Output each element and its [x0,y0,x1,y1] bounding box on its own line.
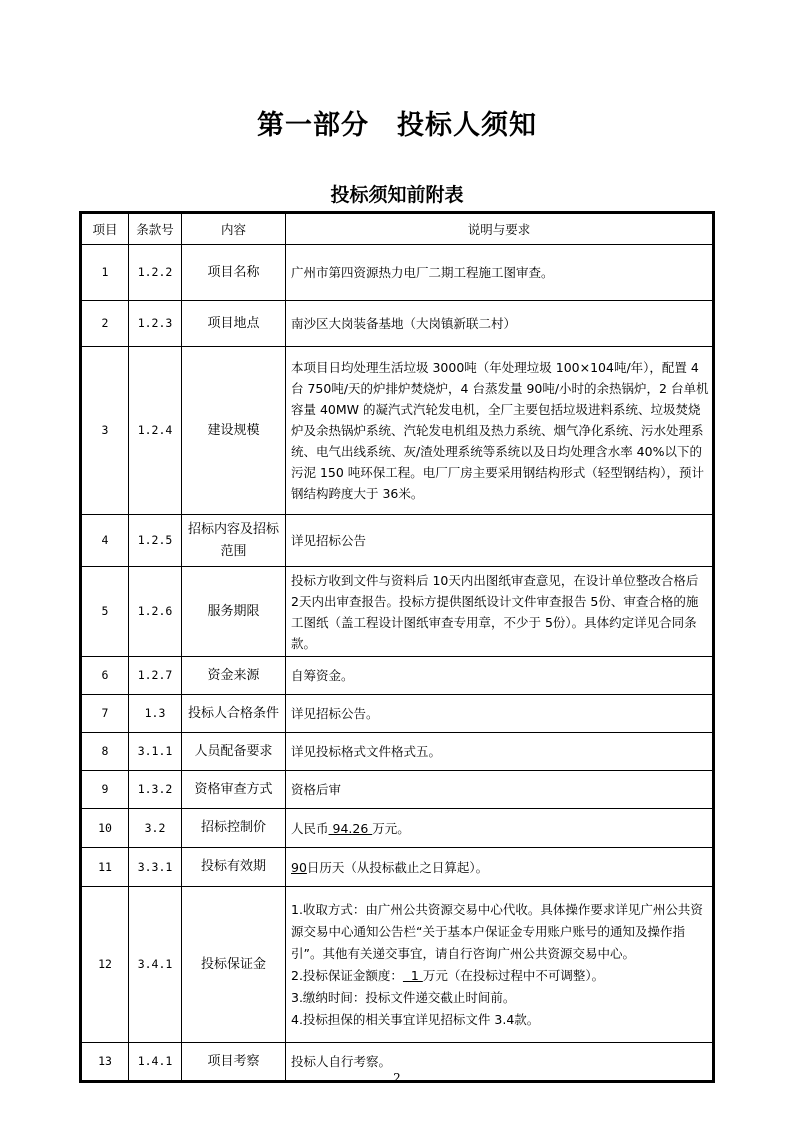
row-clause: 3.2 [129,809,182,848]
row-content: 建设规模 [182,347,286,515]
table-row [82,695,713,733]
deposit-paragraph-1: 1.收取方式：由广州公共资源交易中心代收。具体操作要求详见广州公共资源交易中心通知公告栏“关于基本户保证金专用账户账号的通知及操作指引”。其他有关递交事宜，请自行咨询广州公共资源交易中心。 [291,901,703,961]
row-number: 13 [82,1043,129,1081]
row-number: 11 [82,848,129,887]
row-number: 4 [82,515,129,567]
row-number: 1 [82,245,129,301]
row-content: 投标人合格条件 [182,695,286,733]
row-clause: 1.2.5 [129,515,182,567]
row-clause: 3.3.1 [129,848,182,887]
row-requirement [286,887,713,1043]
row-number: 3 [82,347,129,515]
row-requirement: 投标方收到文件与资料后 10天内出图纸审查意见，在设计单位整改合格后 2天内出审查报告。投标方提供图纸设计文件审查报告 5份、审查合格的施工图纸（盖工程设计图纸审查专用章，不少于 5份）。具体约定详见合同条款。 [286,567,713,657]
row-number: 12 [82,887,129,1043]
header-item-no: 项目 [82,214,129,245]
header-content: 内容 [182,214,286,245]
deposit-paragraph-2 [291,965,709,987]
row-clause: 1.4.1 [129,1043,182,1081]
page-number: 2 [393,1071,401,1085]
price-suffix: 万元。 [372,820,410,836]
row-requirement: 自筹资金。 [286,657,713,695]
document-title: 第一部分 投标人须知 [257,110,537,141]
row-requirement: 详见招标公告。 [286,695,713,733]
row-clause: 3.4.1 [129,887,182,1043]
row-requirement: 广州市第四资源热力电厂二期工程施工图审查。 [286,245,713,301]
deposit-paragraph-3: 3.缴纳时间：投标文件递交截止时间前。 [291,989,516,1005]
row-content: 投标保证金 [182,887,286,1043]
row-requirement: 详见投标格式文件格式五。 [286,733,713,771]
validity-text: 日历天（从投标截止之日算起）。 [306,859,489,875]
deposit-amount-value: 1 [402,967,423,983]
deposit-amount-label: 2.投标保证金额度： [291,967,403,983]
row-content: 资金来源 [182,657,286,695]
row-requirement [286,848,713,887]
row-clause: 1.2.4 [129,347,182,515]
table-title: 投标须知前附表 [330,184,464,206]
table-row [82,887,713,1043]
header-requirements: 说明与要求 [286,214,713,245]
row-number: 10 [82,809,129,848]
row-requirement: 详见招标公告 [286,515,713,567]
deposit-paragraph-4: 4.投标担保的相关事宜详见招标文件 3.4款。 [291,1011,540,1027]
row-clause: 1.3 [129,695,182,733]
row-number: 5 [82,567,129,657]
table-row [82,301,713,347]
table-row [82,771,713,809]
row-number: 8 [82,733,129,771]
row-requirement: 南沙区大岗装备基地（大岗镇新联二村） [286,301,713,347]
row-clause: 1.3.2 [129,771,182,809]
row-clause: 1.2.3 [129,301,182,347]
table-row [82,733,713,771]
row-requirement [286,809,713,848]
validity-days: 90 [291,859,307,875]
row-content: 服务期限 [182,567,286,657]
deposit-amount-note: 万元（在投标过程中不可调整）。 [422,967,605,983]
table-header-row [82,214,713,245]
table-row [82,245,713,301]
row-requirement: 资格后审 [286,771,713,809]
bid-info-table [79,211,715,1083]
row-content: 项目地点 [182,301,286,347]
table-row [82,809,713,848]
row-number: 9 [82,771,129,809]
row-number: 7 [82,695,129,733]
row-clause: 1.2.7 [129,657,182,695]
row-content: 资格审查方式 [182,771,286,809]
table-row [82,515,713,567]
price-prefix: 人民币 [291,820,329,836]
table-row [82,848,713,887]
row-content: 招标控制价 [182,809,286,848]
row-content: 人员配备要求 [182,733,286,771]
row-clause: 3.1.1 [129,733,182,771]
header-clause: 条款号 [129,214,182,245]
row-number: 2 [82,301,129,347]
row-requirement: 本项目日均处理生活垃圾 3000吨（年处理垃圾 100×104吨/年），配置 4 台 750吨/天的炉排炉焚烧炉，4 台蒸发量 90吨/小时的余热锅炉，2 台单机容量 40MW 的凝汽式汽轮发电机，全厂主要包括垃圾进料系统、垃圾焚烧炉及余热锅炉系统、汽轮发电机组及热力系统、烟气净化系统、污水处理系统、电气出线系统、灰/渣处理系统等系统以及日均处理含水率 40%以下的污泥 150 吨环保工程。电厂厂房主要采用钢结构形式（轻型钢结构），预计钢结构跨度大于 36米。 [286,347,713,515]
table-row [82,347,713,515]
table-row [82,567,713,657]
row-number: 6 [82,657,129,695]
price-value: 94.26 [328,820,373,836]
row-content: 招标内容及招标范围 [182,515,286,567]
row-content: 项目名称 [182,245,286,301]
row-content: 投标有效期 [182,848,286,887]
table-row [82,657,713,695]
row-content: 项目考察 [182,1043,286,1081]
row-clause: 1.2.6 [129,567,182,657]
row-requirement: 投标人自行考察。 [286,1043,713,1081]
row-clause: 1.2.2 [129,245,182,301]
